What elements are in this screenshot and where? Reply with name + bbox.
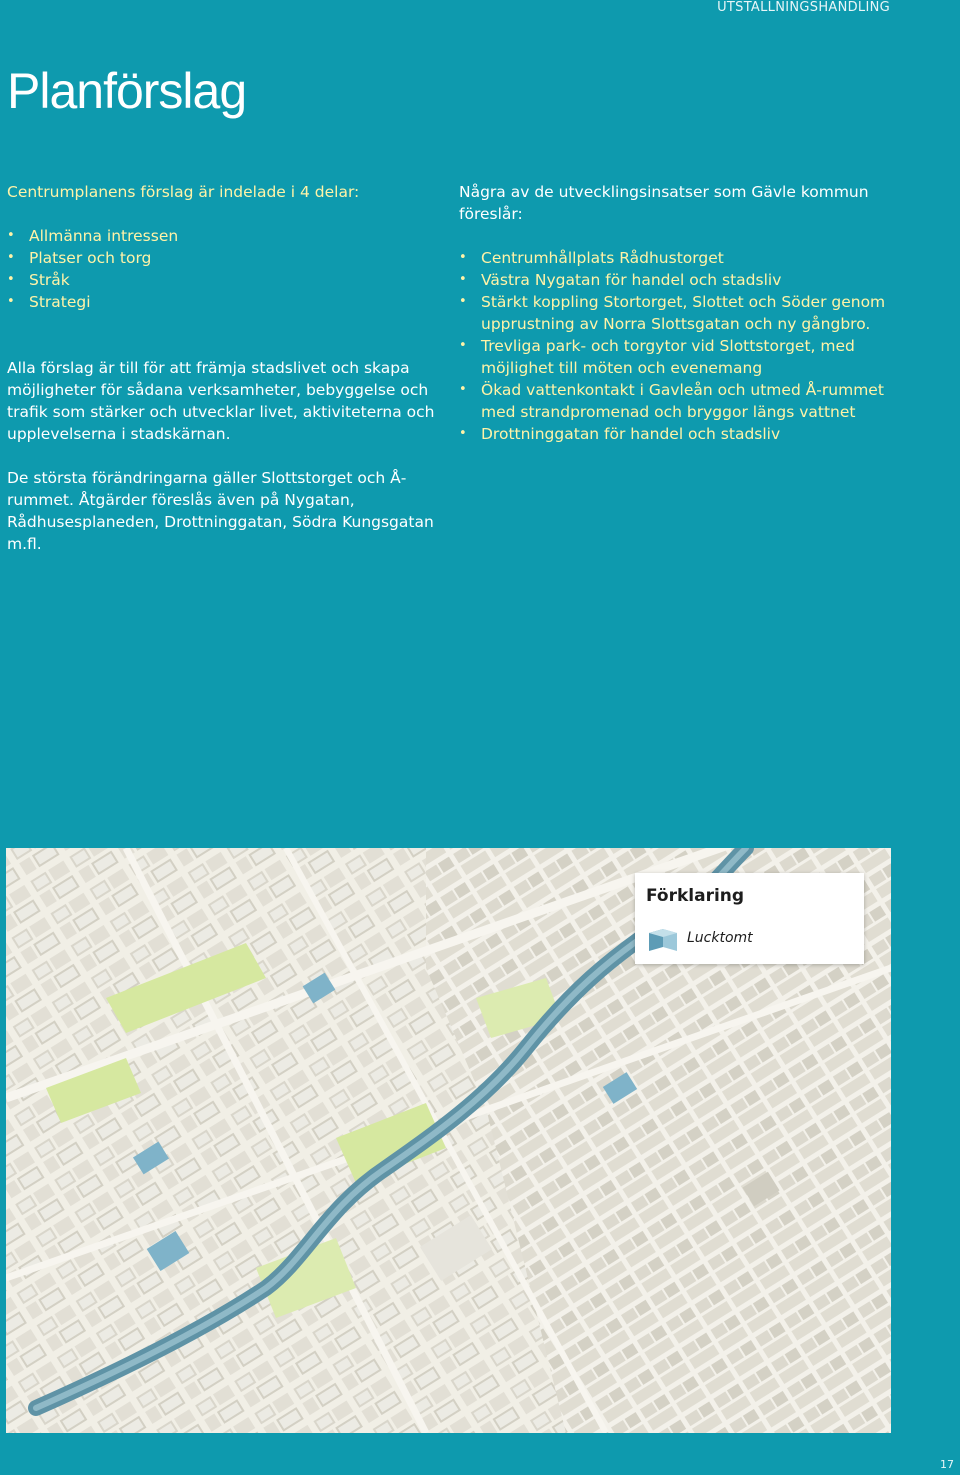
list-item: • Platser och torg xyxy=(7,247,437,269)
list-item: • Stärkt koppling Stortorget, Slottet och Söder genom upprustning av Norra Slottsgatan och ny gångbro. xyxy=(459,291,889,335)
map-legend xyxy=(635,873,864,964)
list-item: • Västra Nygatan för handel och stadsliv xyxy=(459,269,889,291)
left-intro: Centrumplanens förslag är indelade i 4 delar: xyxy=(7,183,360,201)
list-item: • Centrumhållplats Rådhustorget xyxy=(459,247,889,269)
initiatives-list xyxy=(459,247,889,445)
left-paragraph-1: Alla förslag är till för att främja stadslivet och skapa möjligheter för sådana verksamheter, bebyggelse och trafik som stärker och utvecklar livet, aktiviteterna och upplevelserna i stadskärnan. xyxy=(7,359,435,443)
lucktomt-icon xyxy=(645,923,683,953)
list-item: • Stråk xyxy=(7,269,437,291)
document-status-label: UTSTÄLLNINGSHANDLING xyxy=(717,0,890,15)
legend-title: Förklaring xyxy=(646,886,745,906)
legend-item-label: Lucktomt xyxy=(687,930,753,946)
parts-list xyxy=(7,225,437,313)
left-paragraph-2: De största förändringarna gäller Slottstorget och Å-rummet. Åtgärder föreslås även på Nygatan, Rådhusesplaneden, Drottninggatan, Södra Kungsgatan m.fl. xyxy=(7,469,434,553)
list-item: • Trevliga park- och torgytor vid Slottstorget, med möjlighet till möten och evenemang xyxy=(459,335,889,379)
page-title: Planförslag xyxy=(7,63,247,119)
left-column xyxy=(7,181,437,555)
right-intro: Några av de utvecklingsinsatser som Gävle kommun föreslår: xyxy=(459,183,869,223)
list-item: • Allmänna intressen xyxy=(7,225,437,247)
page-number: 17 xyxy=(940,1458,954,1471)
right-column xyxy=(459,181,889,445)
list-item: • Drottninggatan för handel och stadsliv xyxy=(459,423,889,445)
list-item: • Ökad vattenkontakt i Gavleån och utmed Å-rummet med strandpromenad och bryggor längs vattnet xyxy=(459,379,889,423)
city-plan-map xyxy=(6,848,891,1433)
list-item: • Strategi xyxy=(7,291,437,313)
